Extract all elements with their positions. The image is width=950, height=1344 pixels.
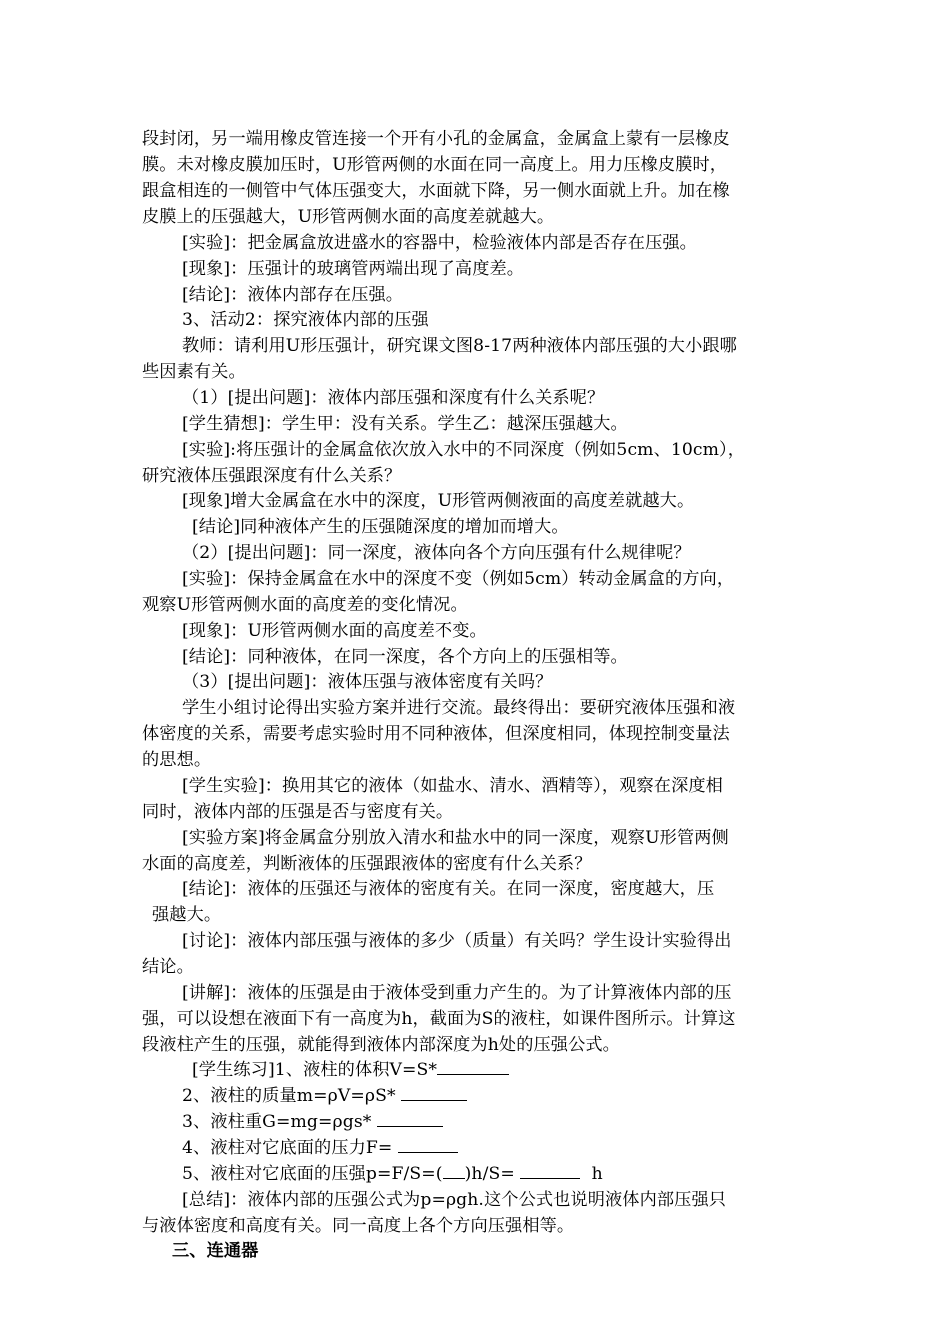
exercise-5-text-b: )h/S=	[464, 1164, 515, 1184]
paragraph-line: [讨论]：液体内部压强与液体的多少（质量）有关吗？学生设计实验得出	[182, 931, 732, 951]
paragraph-line: 的思想。	[142, 750, 212, 770]
answer-blank-5b	[520, 1162, 580, 1179]
answer-blank-2	[401, 1084, 467, 1101]
paragraph-line: [实验]：保持金属盒在水中的深度不变（例如5cm）转动金属盒的方向，	[182, 569, 735, 589]
paragraph-line: 水面的高度差，判断液体的压强跟液体的密度有什么关系？	[142, 854, 592, 874]
paragraph-line: （2）[提出问题]：同一深度，液体向各个方向压强有什么规律呢？	[182, 543, 691, 563]
exercise-2-text: 2、液柱的质量m=ρV=ρS*	[182, 1086, 396, 1106]
paragraph-line: [实验]：把金属盒放进盛水的容器中，检验液体内部是否存在压强。	[182, 233, 697, 253]
exercise-2	[182, 1083, 862, 1109]
exercise-1-text: [学生练习]1、液柱的体积V=S*	[192, 1060, 438, 1080]
paragraph-line: 皮膜上的压强越大，U形管两侧水面的高度差就越大。	[142, 207, 555, 227]
paragraph-line: [学生猜想]：学生甲：没有关系。学生乙：越深压强越大。	[182, 414, 628, 434]
paragraph-line: [结论]同种液体产生的压强随深度的增加而增大。	[192, 517, 569, 537]
paragraph-line: [讲解]：液体的压强是由于液体受到重力产生的。为了计算液体内部的压	[182, 983, 732, 1003]
summary-line: 与液体密度和高度有关。同一高度上各个方向压强相等。	[142, 1216, 575, 1236]
paragraph-line: [实验方案]将金属盒分别放入清水和盐水中的同一深度，观察U形管两侧	[182, 828, 729, 848]
paragraph-line: 3、活动2：探究液体内部的压强	[182, 310, 429, 330]
paragraph-line: 强，可以设想在液面下有一高度为h，截面为S的液柱，如课件图所示。计算这	[142, 1009, 736, 1029]
answer-blank-5a	[443, 1162, 465, 1179]
paragraph-line: 段封闭，另一端用橡皮管连接一个开有小孔的金属盒，金属盒上蒙有一层橡皮	[142, 129, 730, 149]
exercise-3	[182, 1109, 862, 1135]
paragraph-line: 教师：请利用U形压强计，研究课文图8-17两种液体内部压强的大小跟哪	[182, 336, 737, 356]
paragraph-line: [结论]：液体内部存在压强。	[182, 285, 404, 305]
paragraph-line: 观察U形管两侧水面的高度差的变化情况。	[142, 595, 468, 615]
paragraph-line: 些因素有关。	[142, 362, 246, 382]
exercise-5-text-c: h	[591, 1164, 603, 1184]
answer-blank-4	[398, 1136, 458, 1153]
exercise-5	[182, 1161, 862, 1187]
summary-line: [总结]：液体内部的压强公式为p=ρgh.这个公式也说明液体内部压强只	[182, 1190, 727, 1210]
paragraph-line: 强越大。	[152, 905, 222, 925]
paragraph-line: 段液柱产生的压强，就能得到液体内部深度为h处的压强公式。	[142, 1035, 620, 1055]
answer-blank-3	[377, 1110, 443, 1127]
paragraph-line: 研究液体压强跟深度有什么关系？	[142, 466, 402, 486]
paragraph-line: （3）[提出问题]：液体压强与液体密度有关吗？	[182, 672, 553, 692]
paragraph-line: [学生实验]：换用其它的液体（如盐水、清水、酒精等），观察在深度相	[182, 776, 723, 796]
paragraph-line: [现象]：压强计的玻璃管两端出现了高度差。	[182, 259, 525, 279]
section-heading: 三、连通器	[172, 1241, 259, 1261]
paragraph-line: 同时，液体内部的压强是否与密度有关。	[142, 802, 454, 822]
paragraph-line: （1）[提出问题]：液体内部压强和深度有什么关系呢？	[182, 388, 605, 408]
paragraph-line: 跟盒相连的一侧管中气体压强变大，水面就下降，另一侧水面就上升。加在橡	[142, 181, 730, 201]
exercise-3-text: 3、液柱重G=mg=ρgs*	[182, 1112, 372, 1132]
exercise-4-text: 4、液柱对它底面的压力F=	[182, 1138, 393, 1158]
paragraph-line: 膜。未对橡皮膜加压时，U形管两侧的水面在同一高度上。用力压橡皮膜时，	[142, 155, 728, 175]
answer-blank-1	[437, 1058, 509, 1075]
paragraph-line: 结论。	[142, 957, 194, 977]
paragraph-line: [现象]增大金属盒在水中的深度，U形管两侧液面的高度差就越大。	[182, 491, 695, 511]
exercise-4	[182, 1135, 862, 1161]
paragraph-line: [结论]：液体的压强还与液体的密度有关。在同一深度，密度越大，压	[182, 879, 715, 899]
paragraph-line: 体密度的关系，需要考虑实验时用不同种液体，但深度相同，体现控制变量法	[142, 724, 730, 744]
paragraph-line: [现象]：U形管两侧水面的高度差不变。	[182, 621, 487, 641]
paragraph-line: 学生小组讨论得出实验方案并进行交流。最终得出：要研究液体压强和液	[182, 698, 736, 718]
paragraph-line: [结论]：同种液体，在同一深度，各个方向上的压强相等。	[182, 647, 628, 667]
paragraph-line: [实验]:将压强计的金属盒依次放入水中的不同深度（例如5cm、10cm），	[182, 440, 746, 460]
exercise-1	[192, 1057, 872, 1083]
exercise-5-text-a: 5、液柱对它底面的压强p=F/S=(	[182, 1164, 443, 1184]
